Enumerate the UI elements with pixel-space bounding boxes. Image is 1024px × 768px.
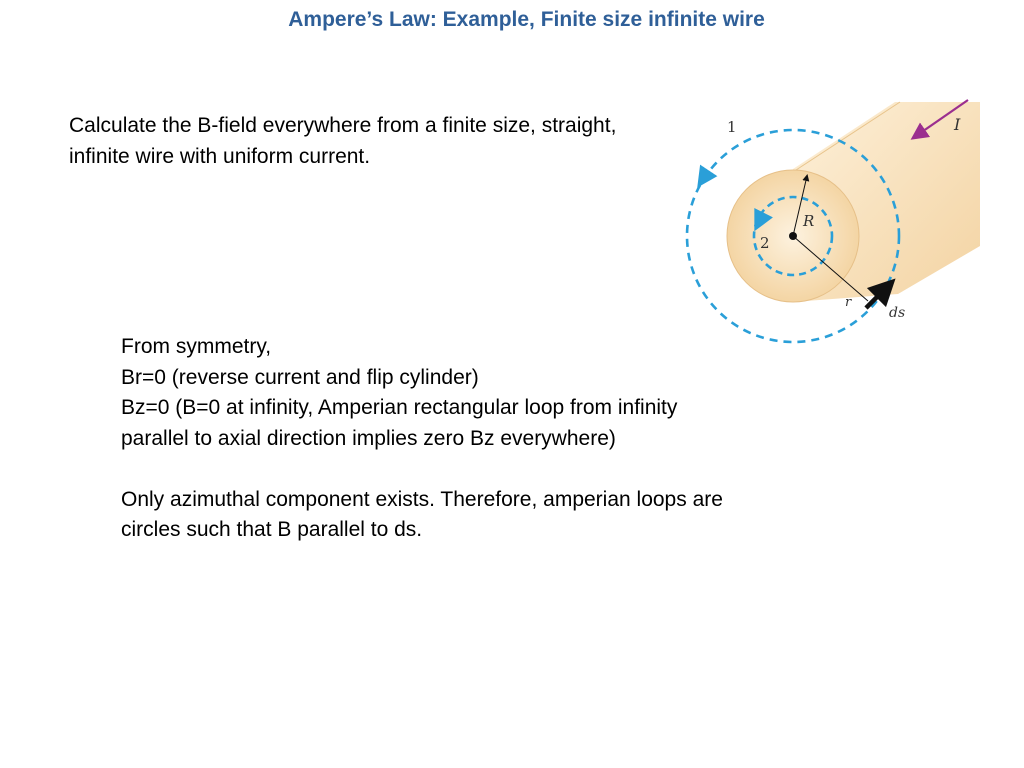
- radius-R-label: R: [803, 212, 815, 230]
- explanation-block: [121, 332, 741, 546]
- ds-label: ds: [889, 305, 906, 321]
- explanation-line: Br=0 (reverse current and flip cylinder): [121, 365, 479, 389]
- loop-outer-label: 1: [727, 118, 737, 136]
- wire-diagram: [680, 96, 980, 346]
- explanation-line: From symmetry,: [121, 335, 272, 358]
- current-label: I: [954, 115, 961, 134]
- radius-r-label: r: [845, 295, 852, 310]
- explanation-line: Bz=0 (B=0 at infinity, Amperian rectangular loop from infinity parallel to axial direction implies zero Bz everywhere): [121, 396, 678, 450]
- explanation-line: Only azimuthal component exists. Therefore, amperian loops are circles such that B parallel to ds.: [121, 487, 723, 541]
- wire-diagram-svg: [680, 96, 980, 346]
- problem-statement: Calculate the B-field everywhere from a finite size, straight, infinite wire with uniform current.: [69, 114, 617, 168]
- slide-title: Ampere’s Law: Example, Finite size infinite wire: [288, 8, 765, 31]
- paragraph-spacer: [121, 454, 741, 485]
- loop-outer-direction-arrow: [703, 173, 707, 179]
- loop-inner-label: 2: [760, 234, 770, 252]
